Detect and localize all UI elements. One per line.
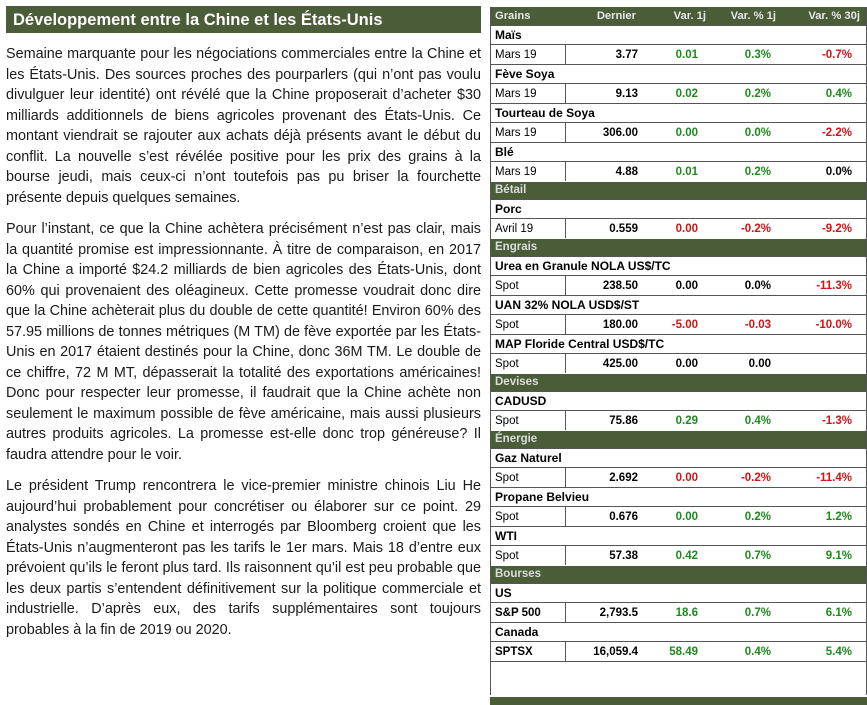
table-header <box>491 7 866 25</box>
change-pct-1d: 0.4% <box>744 414 771 427</box>
change-pct-1d: 0.2% <box>744 510 771 523</box>
table-row <box>491 218 866 238</box>
row-label: Mars 19 <box>491 123 566 142</box>
change-pct-30d: -11.3% <box>816 279 852 292</box>
product-name: WTI <box>491 526 866 545</box>
table-bottom-border <box>491 661 866 662</box>
table-row <box>491 314 866 334</box>
product-name: CADUSD <box>491 391 866 410</box>
header-var-pct-1j: Var. % 1j <box>730 10 776 22</box>
change-pct-1d: 0.7% <box>744 606 771 619</box>
last-value: 180.00 <box>602 318 638 331</box>
row-label: S&P 500 <box>491 603 566 622</box>
last-value: 2.692 <box>609 471 638 484</box>
product-name: Canada <box>491 622 866 641</box>
table-row <box>491 44 866 64</box>
row-label: Spot <box>491 411 566 430</box>
change-pct-1d: 0.2% <box>744 165 771 178</box>
article-body <box>6 44 481 640</box>
row-label: Spot <box>491 315 566 334</box>
row-label: SPTSX <box>491 642 566 661</box>
last-value: 4.88 <box>615 165 638 178</box>
change-pct-1d: 0.3% <box>744 48 771 61</box>
section-header: Devises <box>491 373 866 391</box>
table-row <box>491 545 866 565</box>
section-header: Énergie <box>491 430 866 448</box>
change-pct-30d: -9.2% <box>821 222 852 235</box>
change-1d: 0.29 <box>675 414 698 427</box>
header-var-1j: Var. 1j <box>673 10 706 22</box>
article-title: Développement entre la Chine et les États-Unis <box>6 6 481 33</box>
change-pct-30d: 0.4% <box>825 87 852 100</box>
last-value: 306.00 <box>602 126 638 139</box>
article-column <box>6 6 481 651</box>
header-dernier: Dernier <box>596 10 636 22</box>
section-header: Bourses <box>491 565 866 583</box>
change-1d: 58.49 <box>669 645 698 658</box>
change-1d: 0.00 <box>675 126 698 139</box>
product-name: Propane Belvieu <box>491 487 866 506</box>
product-name: MAP Floride Central USD$/TC <box>491 334 866 353</box>
row-label: Avril 19 <box>491 219 566 238</box>
change-pct-30d: 0.0% <box>825 165 852 178</box>
change-pct-30d: 1.2% <box>825 510 852 523</box>
change-1d: 0.01 <box>675 165 698 178</box>
product-name: Maïs <box>491 25 866 44</box>
last-value: 3.77 <box>615 48 638 61</box>
product-name: Gaz Naturel <box>491 448 866 467</box>
change-pct-1d: 0.7% <box>744 549 771 562</box>
table-row <box>491 467 866 487</box>
product-name: Fève Soya <box>491 64 866 83</box>
table-row <box>491 353 866 373</box>
last-value: 238.50 <box>602 279 638 292</box>
table-body <box>491 25 866 661</box>
header-var-pct-30j: Var. % 30j <box>808 10 860 22</box>
article-paragraph: Pour l’instant, ce que la Chine achètera précisément n’est pas clair, mais la quantité promise est impressionnante. À titre de comparaison, en 2017 la Chine a importé $24.2 milliards de bien agricoles des États-Unis, dont 60% qui provenaient des oléagineux. Cette promesse voudrait donc dire que la Chine achèterait plus du double de cette quantité! Environ 60% des 57.95 millions de tonnes métriques (M TM) de fève exportée par les États-Unis en 2017 étaient destinés pour la Chine, donc 36M TM. Le double de ce chiffre, 72 M MT, dépasserait la totalité des exportations américaines! Donc pour respecter leur promesse, il faudrait que la Chine achète non seulement le maximum possible de fève américaine, mais aussi plusieurs autres produits agricoles. La promesse est-elle donc trop généreuse? Il faudra attendre pour le voir. <box>6 221 481 463</box>
change-1d: 0.00 <box>675 357 698 370</box>
table-row <box>491 122 866 142</box>
last-value: 9.13 <box>615 87 638 100</box>
change-pct-30d: -0.7% <box>821 48 852 61</box>
row-label: Spot <box>491 546 566 565</box>
table-row <box>491 641 866 661</box>
change-pct-30d: 5.4% <box>825 645 852 658</box>
change-pct-1d: -0.03 <box>744 318 771 331</box>
last-value: 16,059.4 <box>593 645 638 658</box>
table-row <box>491 161 866 181</box>
change-1d: 0.01 <box>675 48 698 61</box>
product-name: Blé <box>491 142 866 161</box>
product-name: UAN 32% NOLA USD$/ST <box>491 295 866 314</box>
change-1d: 0.00 <box>675 471 698 484</box>
table-row <box>491 506 866 526</box>
table-row <box>491 602 866 622</box>
change-1d: 0.00 <box>675 279 698 292</box>
change-pct-1d: 0.0% <box>744 126 771 139</box>
change-pct-1d: 0.00 <box>748 357 771 370</box>
article-paragraph: Semaine marquante pour les négociations commerciales entre la Chine et les États-Unis. Des sources proches des pourparlers (qui n’ont pas voulu divulguer leur identité) ont révélé que la Chine proposerait d’acheter $30 milliards additionnels de biens agricoles provenant des États-Unis. Ce montant viendrait se rajouter aux achats déjà présents avant le début du conflit. La nouvelle s’est révélée positive pour les prix des grains à la bourse jeudi, mais ceux-ci n’ont toutefois pas pu briser la fourchette présente depuis quelques semaines. <box>6 46 481 206</box>
row-label: Mars 19 <box>491 162 566 181</box>
last-value: 0.676 <box>609 510 638 523</box>
footer-bar <box>490 697 867 705</box>
change-pct-1d: -0.2% <box>740 222 771 235</box>
change-pct-30d: -11.4% <box>816 471 852 484</box>
change-pct-30d: -2.2% <box>821 126 852 139</box>
last-value: 2,793.5 <box>599 606 638 619</box>
last-value: 425.00 <box>602 357 638 370</box>
table-row <box>491 83 866 103</box>
change-pct-30d: 9.1% <box>825 549 852 562</box>
change-pct-1d: 0.0% <box>744 279 771 292</box>
row-label: Spot <box>491 507 566 526</box>
change-pct-1d: -0.2% <box>740 471 771 484</box>
product-name: Tourteau de Soya <box>491 103 866 122</box>
change-pct-1d: 0.2% <box>744 87 771 100</box>
header-grains: Grains <box>495 10 531 22</box>
product-name: US <box>491 583 866 602</box>
product-name: Porc <box>491 199 866 218</box>
section-header: Bétail <box>491 181 866 199</box>
table-row <box>491 410 866 430</box>
market-table <box>490 7 867 695</box>
table-row <box>491 275 866 295</box>
section-header: Engrais <box>491 238 866 256</box>
change-1d: 0.00 <box>675 222 698 235</box>
change-1d: 0.00 <box>675 510 698 523</box>
row-label: Mars 19 <box>491 84 566 103</box>
change-1d: -5.00 <box>671 318 698 331</box>
row-label: Mars 19 <box>491 45 566 64</box>
product-name: Urea en Granule NOLA US$/TC <box>491 256 866 275</box>
change-pct-30d: -1.3% <box>821 414 852 427</box>
row-label: Spot <box>491 354 566 373</box>
article-paragraph: Le président Trump rencontrera le vice-premier ministre chinois Liu He aujourd’hui probablement pour concrétiser ou élaborer sur ce point. 29 analystes sondés en Chine et interrogés par Bloomberg croient que les États-Unis n’augmenteront pas les tarifs le 1er mars. Mais 18 d’entre eux prévoient qu’ils le feront plus tard. Ils raisonnent qu’il est peu probable que les deux partis s’entendent définitivement sur la politique commerciale et industrielle. D’après eux, des tarifs supplémentaires sont toujours probables à la fin de 2019 ou 2020. <box>6 478 481 638</box>
row-label: Spot <box>491 276 566 295</box>
change-1d: 0.02 <box>675 87 698 100</box>
change-1d: 0.42 <box>675 549 698 562</box>
row-label: Spot <box>491 468 566 487</box>
last-value: 0.559 <box>609 222 638 235</box>
change-pct-30d: -10.0% <box>815 318 852 331</box>
last-value: 57.38 <box>609 549 638 562</box>
change-1d: 18.6 <box>675 606 698 619</box>
last-value: 75.86 <box>609 414 638 427</box>
change-pct-1d: 0.4% <box>744 645 771 658</box>
change-pct-30d: 6.1% <box>825 606 852 619</box>
